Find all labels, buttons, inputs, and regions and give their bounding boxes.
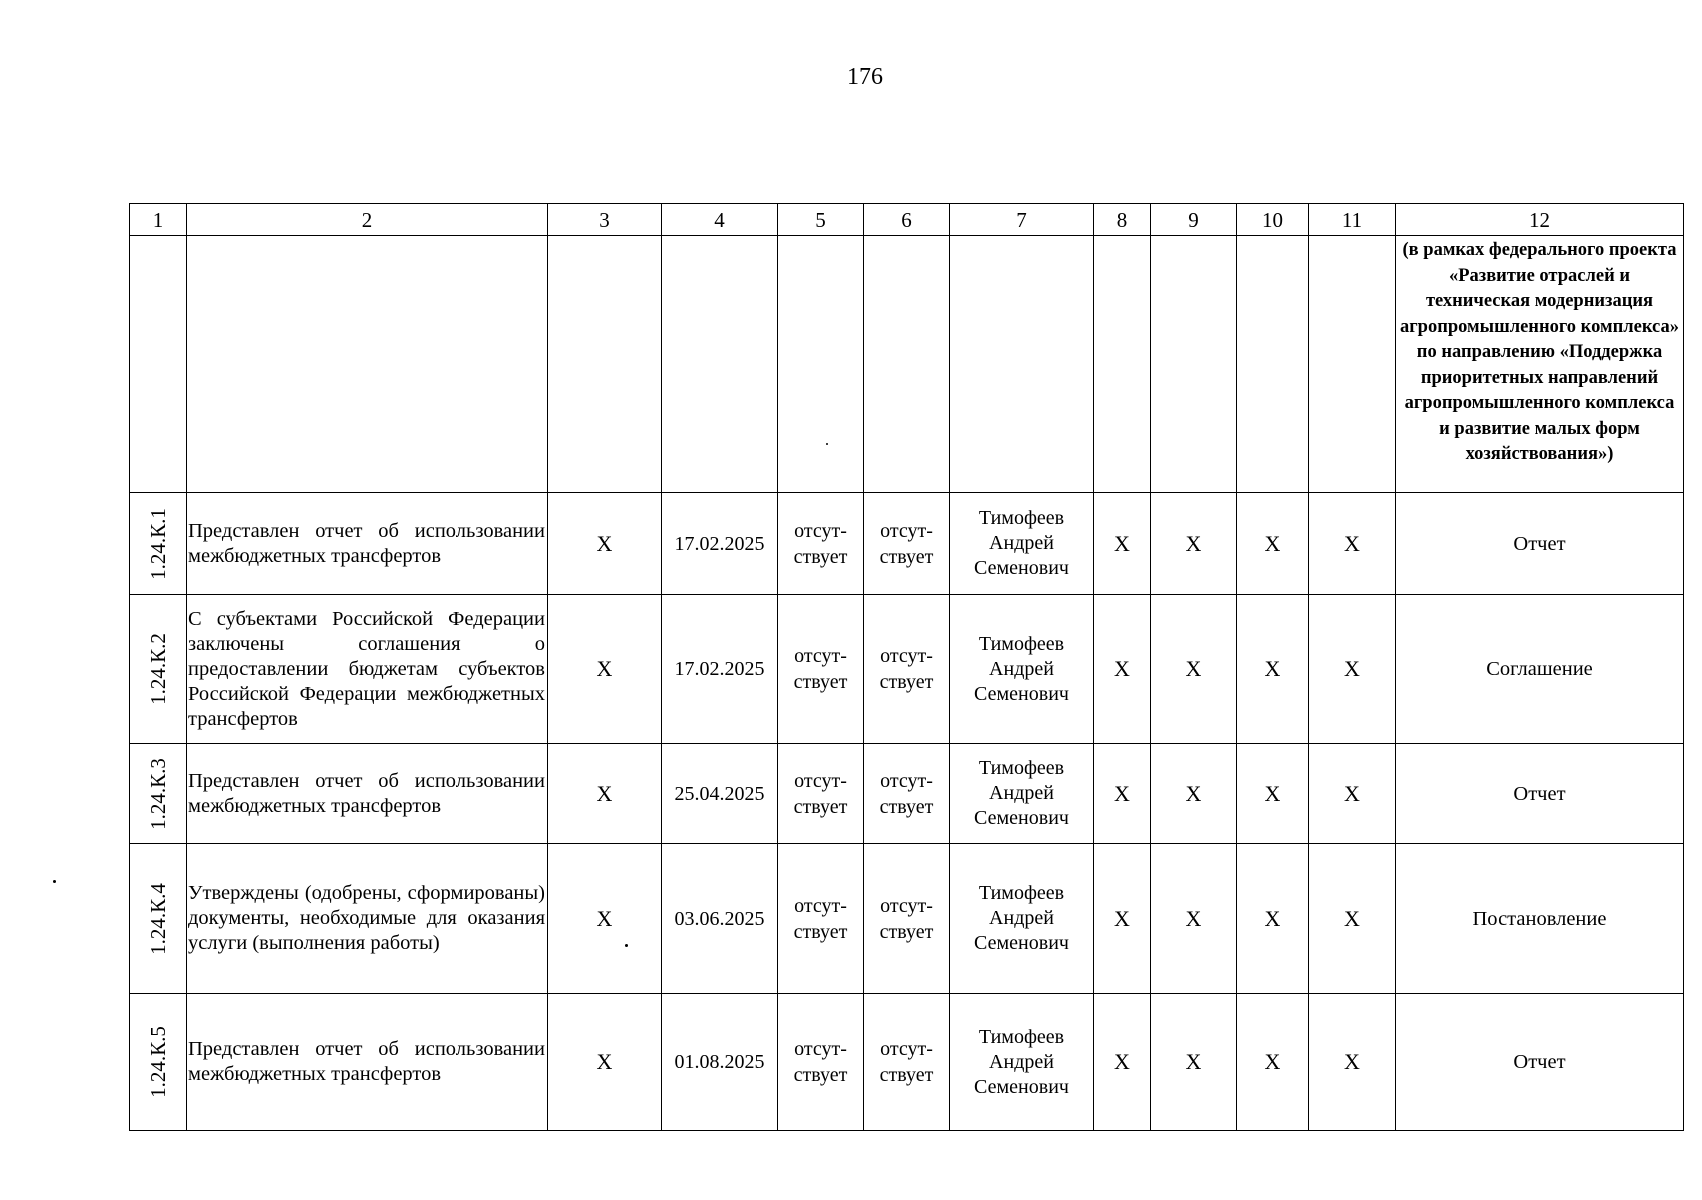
continuation-note: (в рамках федерального проекта «Развитие отраслей и техническая модернизация агропромышленного комплекса» по направлению «Поддержка приоритетных направлений агропромышленного комплекса и развитие малых форм хозяйствования»)	[1396, 236, 1684, 493]
col9-mark: X	[1151, 595, 1237, 744]
column-number: 6	[864, 204, 950, 236]
col9-mark: X	[1151, 493, 1237, 595]
control-date: 03.06.2025	[662, 844, 778, 994]
document-type: Постановление	[1396, 844, 1684, 994]
control-date: 17.02.2025	[662, 595, 778, 744]
column-number: 1	[130, 204, 187, 236]
col6-value: отсут-ствует	[864, 595, 950, 744]
responsible-person: Тимофеев Андрей Семенович	[950, 744, 1094, 844]
col6-value: отсут-ствует	[864, 744, 950, 844]
scan-dot	[53, 880, 56, 883]
col11-mark: X	[1309, 493, 1396, 595]
column-number: 5	[778, 204, 864, 236]
col9-mark: X	[1151, 994, 1237, 1131]
col3-mark: X	[548, 994, 662, 1131]
document-type: Отчет	[1396, 493, 1684, 595]
column-number: 2	[187, 204, 548, 236]
col10-mark: X	[1237, 994, 1309, 1131]
col3-mark: X	[548, 493, 662, 595]
col10-mark: X	[1237, 744, 1309, 844]
scan-dot	[826, 443, 828, 445]
page-number: 176	[847, 64, 883, 90]
row-id	[130, 844, 187, 994]
col8-mark: X	[1094, 844, 1151, 994]
row-id	[130, 994, 187, 1131]
col5-value: отсут-ствует	[778, 595, 864, 744]
col8-mark: X	[1094, 493, 1151, 595]
scan-dot	[625, 944, 628, 947]
row-id-text: 1.24.К.2	[146, 633, 170, 705]
table-row	[130, 744, 1684, 844]
row-description: Представлен отчет об использовании межбюджетных трансфертов	[187, 744, 548, 844]
continuation-row	[130, 236, 1684, 493]
col11-mark: X	[1309, 844, 1396, 994]
row-id-text: 1.24.К.5	[146, 1026, 170, 1098]
column-number-row	[130, 204, 1684, 236]
document-type: Отчет	[1396, 994, 1684, 1131]
col8-mark: X	[1094, 595, 1151, 744]
row-id	[130, 744, 187, 844]
column-number: 8	[1094, 204, 1151, 236]
col11-mark: X	[1309, 595, 1396, 744]
column-number: 11	[1309, 204, 1396, 236]
events-table	[129, 203, 1684, 1131]
table-row	[130, 994, 1684, 1131]
col11-mark: X	[1309, 744, 1396, 844]
row-id	[130, 595, 187, 744]
row-description: Представлен отчет об использовании межбюджетных трансфертов	[187, 493, 548, 595]
column-number: 12	[1396, 204, 1684, 236]
col5-value: отсут-ствует	[778, 994, 864, 1131]
col5-value: отсут-ствует	[778, 493, 864, 595]
column-number: 4	[662, 204, 778, 236]
responsible-person: Тимофеев Андрей Семенович	[950, 595, 1094, 744]
col6-value: отсут-ствует	[864, 844, 950, 994]
document-type: Отчет	[1396, 744, 1684, 844]
responsible-person: Тимофеев Андрей Семенович	[950, 994, 1094, 1131]
col3-mark: X	[548, 744, 662, 844]
responsible-person: Тимофеев Андрей Семенович	[950, 493, 1094, 595]
column-number: 7	[950, 204, 1094, 236]
row-description: Утверждены (одобрены, сформированы) документы, необходимые для оказания услуги (выполнения работы)	[187, 844, 548, 994]
column-number: 3	[548, 204, 662, 236]
col10-mark: X	[1237, 493, 1309, 595]
col9-mark: X	[1151, 744, 1237, 844]
col3-mark: X	[548, 844, 662, 994]
col6-value: отсут-ствует	[864, 493, 950, 595]
table-row	[130, 595, 1684, 744]
col3-mark: X	[548, 595, 662, 744]
control-date: 01.08.2025	[662, 994, 778, 1131]
row-id-text: 1.24.К.3	[146, 757, 170, 830]
col5-value: отсут-ствует	[778, 744, 864, 844]
column-number: 9	[1151, 204, 1237, 236]
row-description: Представлен отчет об использовании межбюджетных трансфертов	[187, 994, 548, 1131]
control-date: 25.04.2025	[662, 744, 778, 844]
col8-mark: X	[1094, 744, 1151, 844]
control-date: 17.02.2025	[662, 493, 778, 595]
row-id	[130, 493, 187, 595]
col10-mark: X	[1237, 844, 1309, 994]
col8-mark: X	[1094, 994, 1151, 1131]
table-row	[130, 493, 1684, 595]
document-type: Соглашение	[1396, 595, 1684, 744]
col9-mark: X	[1151, 844, 1237, 994]
row-description: С субъектами Российской Федерации заключены соглашения о предоставлении бюджетам субъектов Российской Федерации межбюджетных трансфертов	[187, 595, 548, 744]
table-row	[130, 844, 1684, 994]
column-number: 10	[1237, 204, 1309, 236]
col11-mark: X	[1309, 994, 1396, 1131]
col6-value: отсут-ствует	[864, 994, 950, 1131]
responsible-person: Тимофеев Андрей Семенович	[950, 844, 1094, 994]
col10-mark: X	[1237, 595, 1309, 744]
row-id-text: 1.24.К.1	[146, 507, 170, 580]
col5-value: отсут-ствует	[778, 844, 864, 994]
row-id-text: 1.24.К.4	[146, 882, 170, 955]
